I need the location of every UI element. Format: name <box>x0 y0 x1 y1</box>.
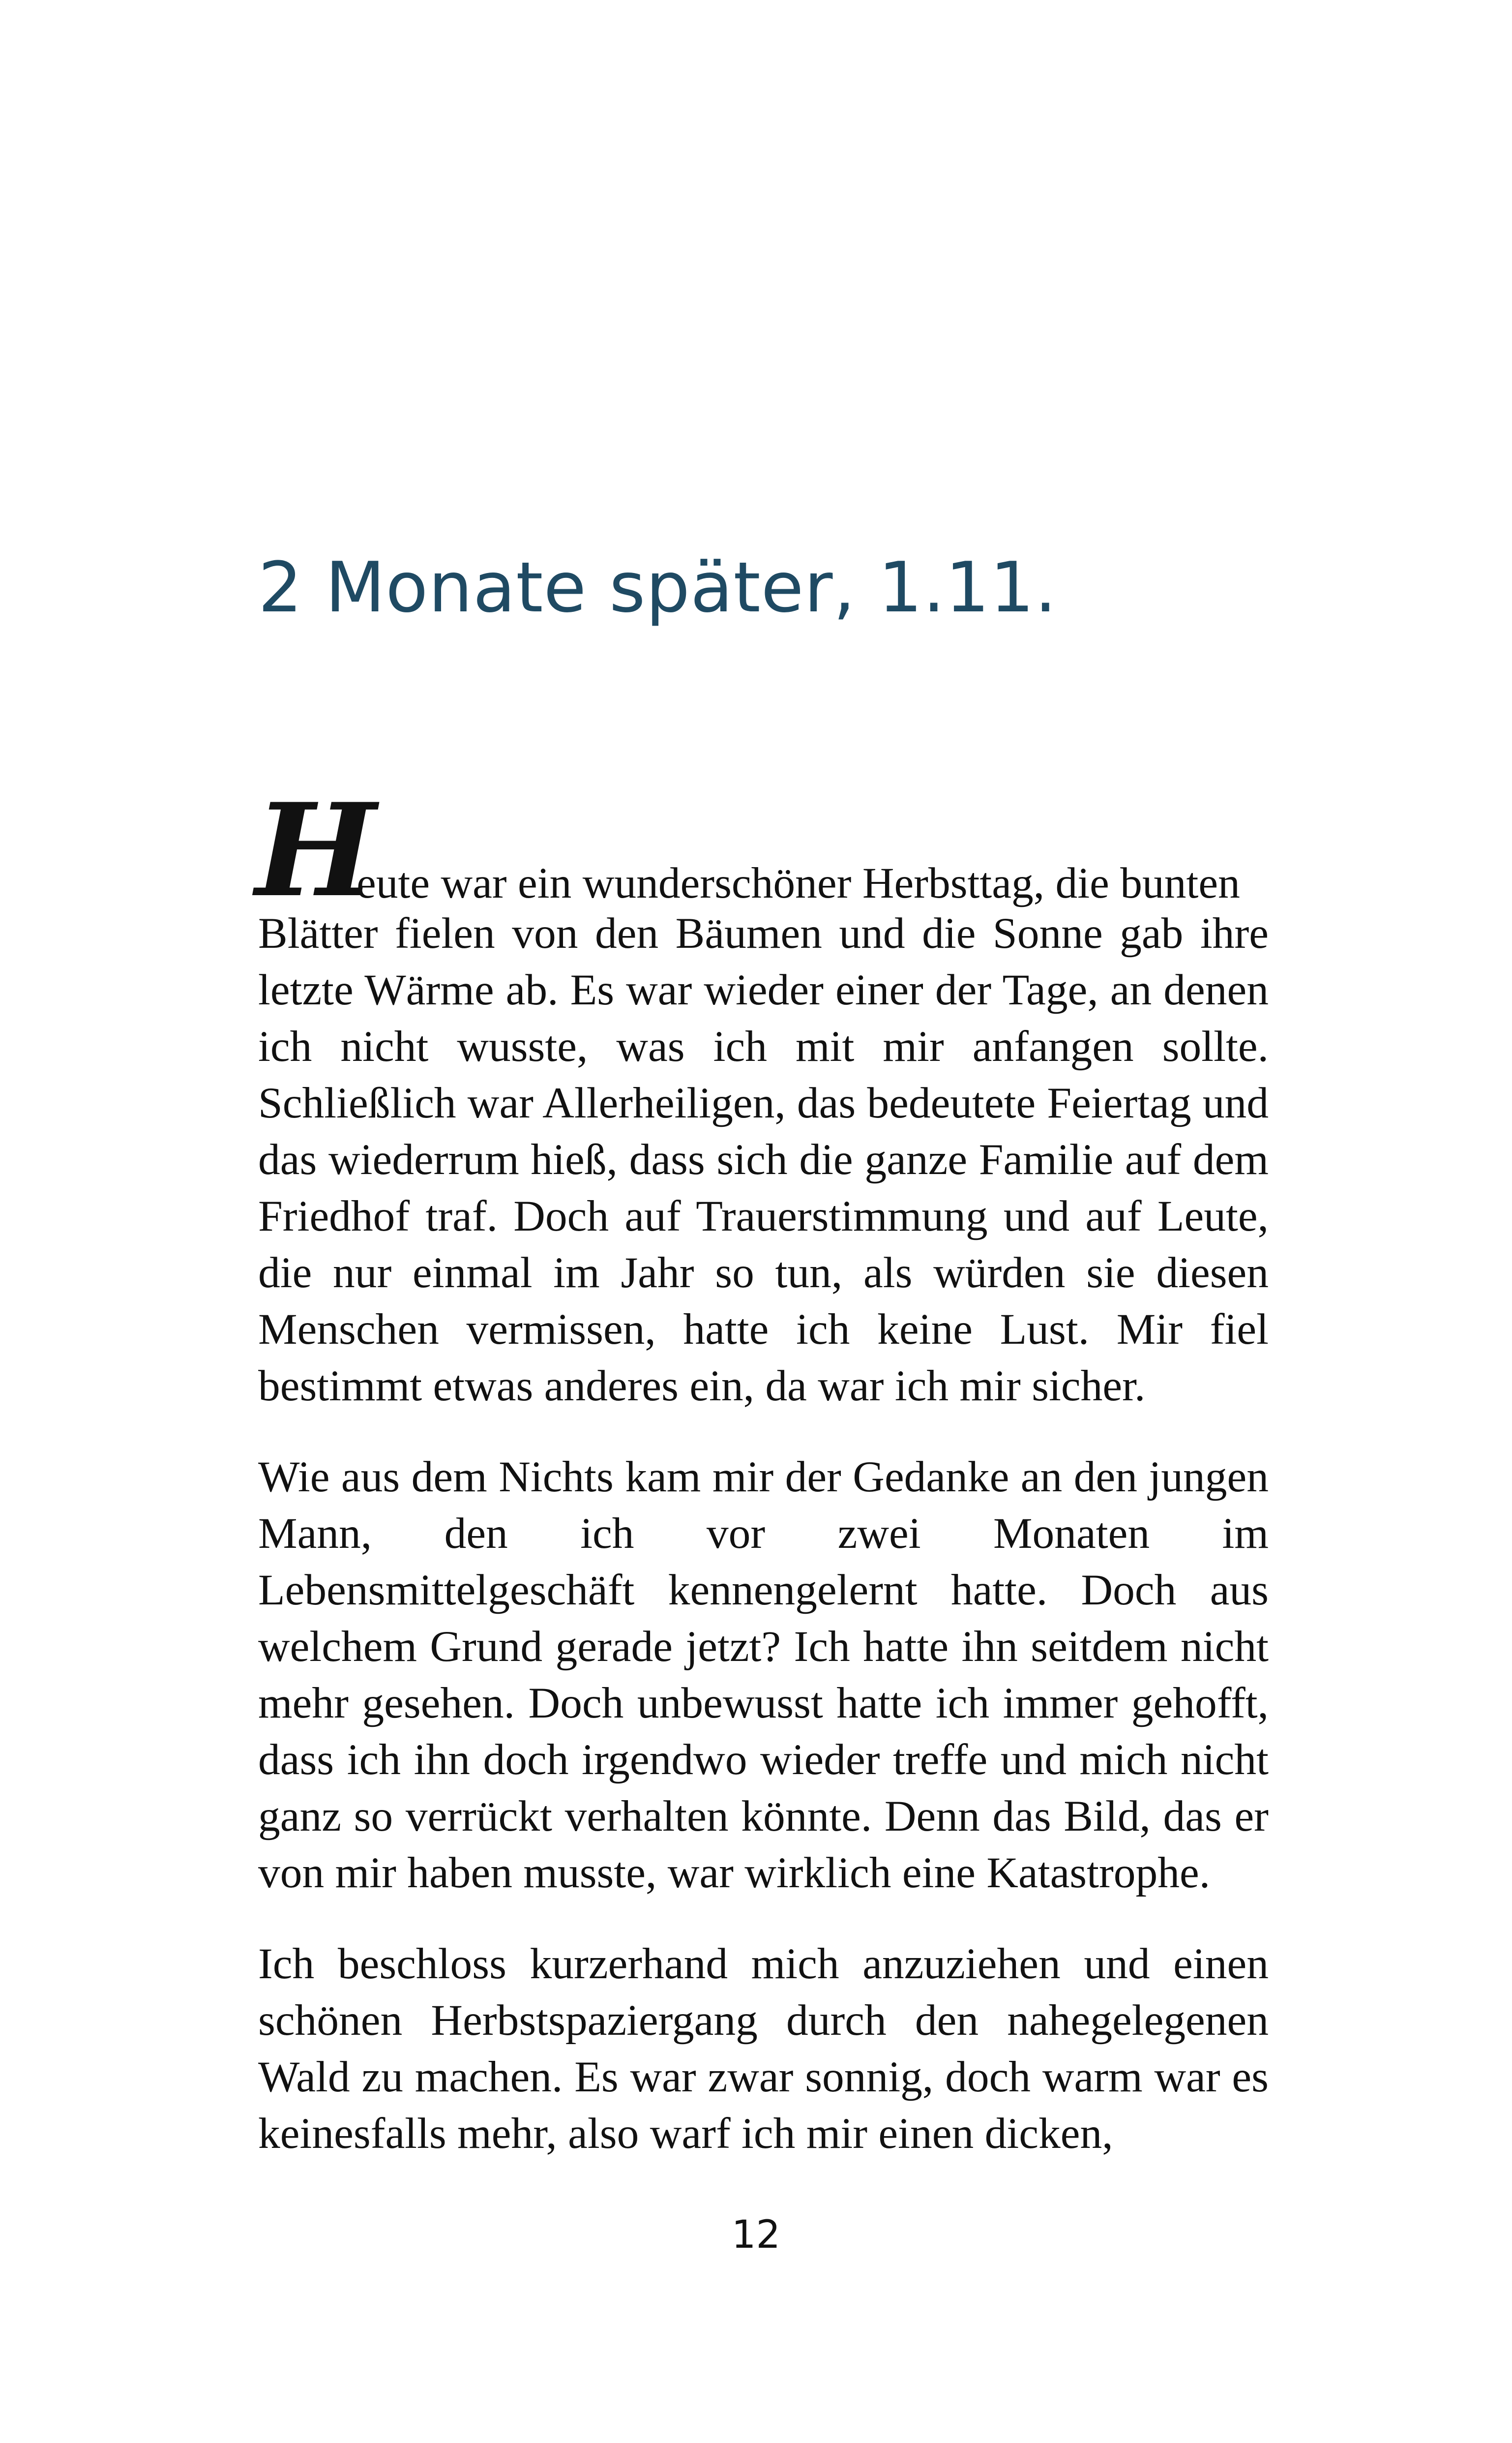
paragraph-3: Ich beschloss kurzerhand mich anzuziehen und einen schönen Herbstspaziergang durch den nahegelegenen Wald zu machen. Es war zwar sonnig, doch warm war es keinesfalls mehr, also warf ich mir einen dicken, <box>258 1939 1269 2158</box>
page-number: 12 <box>731 2213 781 2257</box>
body-text <box>255 776 1269 2196</box>
drop-cap: H <box>255 776 376 926</box>
paragraph-1-text: Blätter fielen von den Bäumen und die Sonne gab ihre letzte Wärme ab. Es war wieder einer der Tage, an denen ich nicht wusste, was ich mit mir anfangen sollte. Schließlich war Allerheiligen, das bedeutete Feiertag und das wiederrum hieß, dass sich die ganze Familie auf dem Friedhof traf. Doch auf Trauerstimmung und auf Leute, die nur einmal im Jahr so tun, als würden sie diesen Menschen vermissen, hatte ich keine Lust. Mir fiel bestimmt etwas anderes ein, da war ich mir sicher. <box>258 909 1269 1410</box>
first-line <box>255 776 1269 926</box>
paragraph-2: Wie aus dem Nichts kam mir der Gedanke an den jungen Mann, den ich vor zwei Monaten im Lebensmittelgeschäft kennengelernt hatte. Doch aus welchem Grund gerade jetzt? Ich hatte ihn seitdem nicht mehr gesehen. Doch unbewusst hatte ich immer gehofft, dass ich ihn doch irgendwo wieder treffe und mich nicht ganz so verrückt verhalten könnte. Denn das Bild, das er von mir haben musste, war wirklich eine Katastrophe. <box>258 1452 1269 1897</box>
first-line-text: eute war ein wunderschöner Herbsttag, die bunten <box>356 859 1240 907</box>
chapter-title: 2 Monate später, 1.11. <box>258 547 1057 628</box>
paragraph-1 <box>255 776 1269 1414</box>
